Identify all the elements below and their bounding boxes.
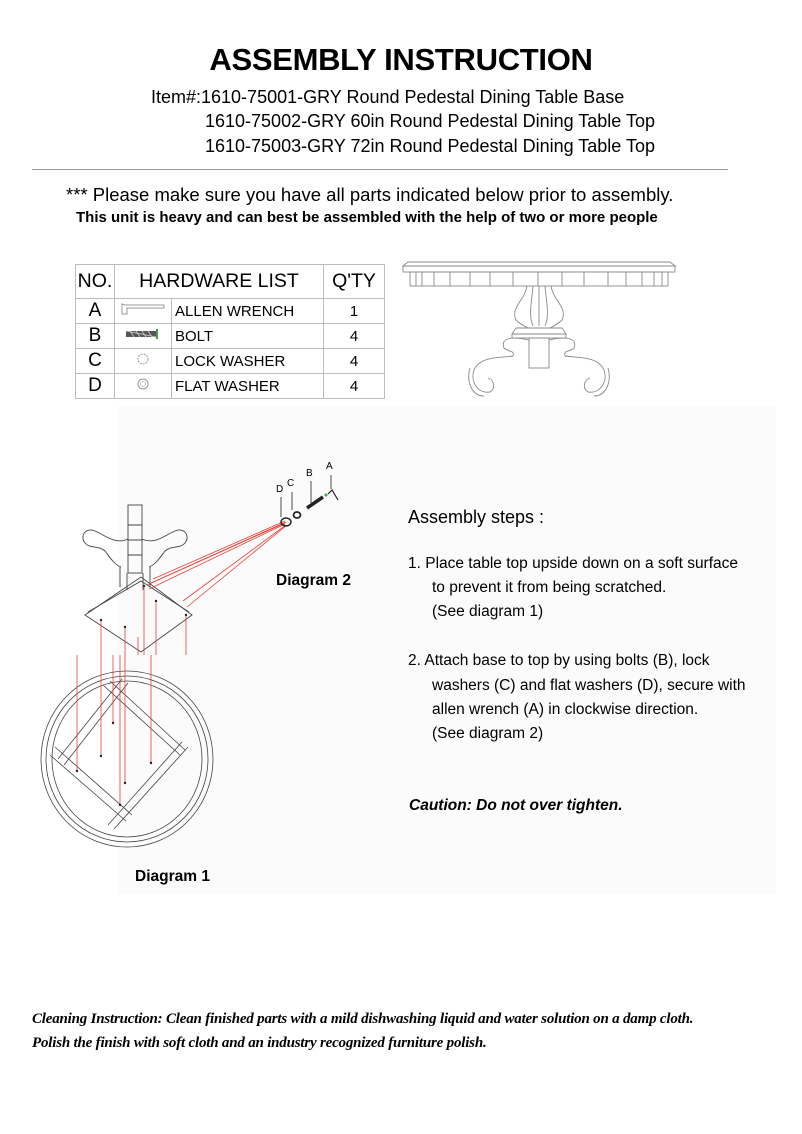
table-header-row [76,265,385,299]
row-name: FLAT WASHER [172,374,324,399]
parts-check-notice: *** Please make sure you have all parts indicated below prior to assembly. [66,184,674,205]
header-hardware-list: HARDWARE LIST [115,265,324,299]
cleaning-instruction-line-1: Cleaning Instruction: Clean finished parts with a mild dishwashing liquid and water solution on a damp cloth. [32,1011,694,1027]
table-row [76,374,385,399]
lock-washer-icon [115,349,172,374]
diagram-1-illustration [40,655,215,850]
step-2-line-2: washers (C) and flat washers (D), secure with [432,677,746,694]
row-qty: 4 [324,324,385,349]
row-name: LOCK WASHER [172,349,324,374]
bolt-icon [115,324,172,349]
callout-b: B [306,468,313,479]
flat-washer-icon [115,374,172,399]
assembly-steps-title: Assembly steps : [408,507,545,527]
caution-note: Caution: Do not over tighten. [409,797,623,814]
row-no: B [76,324,115,349]
allen-wrench-icon [115,299,172,324]
document-title: ASSEMBLY INSTRUCTION [209,42,593,77]
header-no: NO. [76,265,115,299]
table-row [76,349,385,374]
heavy-unit-warning: This unit is heavy and can best be assembled with the help of two or more people [76,209,658,226]
row-no: C [76,349,115,374]
item-number-base: Item#:1610-75001-GRY Round Pedestal Dining Table Base [151,87,625,107]
table-row [76,299,385,324]
item-number-top-72: 1610-75003-GRY 72in Round Pedestal Dining Table Top [205,136,655,156]
step-2-line-4: (See diagram 2) [432,725,544,742]
hardware-list-table [75,264,385,399]
row-name: BOLT [172,324,324,349]
row-qty: 4 [324,349,385,374]
step-1-line-2: to prevent it from being scratched. [432,579,667,596]
step-1-line-1: 1. Place table top upside down on a soft surface [408,555,739,572]
callout-a: A [326,461,333,472]
cleaning-instruction-line-2: Polish the finish with soft cloth and an industry recognized furniture polish. [32,1035,487,1051]
step-1-line-3: (See diagram 1) [432,603,544,620]
row-qty: 4 [324,374,385,399]
diagram-2-label: Diagram 2 [276,572,351,589]
diagram-2-illustration [35,455,355,655]
step-2-line-3: allen wrench (A) in clockwise direction. [432,701,699,718]
header-qty: Q'TY [324,265,385,299]
callout-c: C [287,478,295,489]
row-no: D [76,374,115,399]
row-no: A [76,299,115,324]
row-name: ALLEN WRENCH [172,299,324,324]
header-divider [32,169,728,170]
table-illustration [400,260,680,405]
hardware-callouts [276,461,338,526]
callout-d: D [276,484,284,495]
table-row [76,324,385,349]
row-qty: 1 [324,299,385,324]
step-2-line-1: 2. Attach base to top by using bolts (B), lock [408,652,710,669]
item-number-top-60: 1610-75002-GRY 60in Round Pedestal Dining Table Top [205,111,655,131]
diagram-1-label: Diagram 1 [135,868,210,885]
